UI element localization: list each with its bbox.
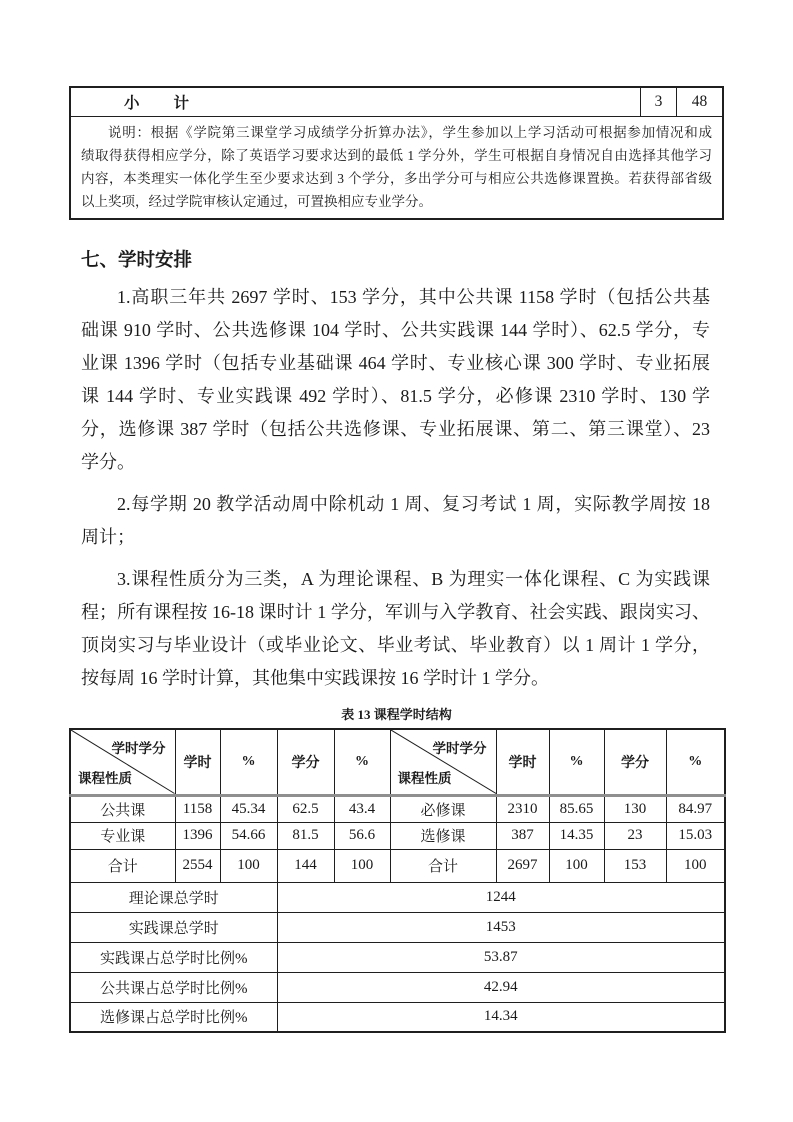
text-line: 内容，本类理实一体化学生至少要求达到 3 个学分，多出学分可与相应公共选修课置换。若获得部省级 (81, 171, 712, 186)
table-row-public-required (70, 795, 725, 822)
summary-value: 42.94 (277, 972, 725, 1002)
summary-label: 实践课总学时 (70, 912, 277, 942)
column-header-hours-left: 学时 (175, 729, 220, 795)
note-text (71, 117, 722, 218)
text-line: 1.高职三年共 2697 学时、153 学分，其中公共课 1158 学时（包括公共基 (117, 287, 710, 307)
text-line: 2.每学期 20 教学活动周中除机动 1 周、复习考试 1 周，实际教学周按 18 (117, 494, 710, 514)
cell-credits: 144 (277, 849, 334, 882)
subtotal-hours-cell: 48 (676, 88, 722, 116)
summary-label: 理论课总学时 (70, 882, 277, 912)
column-header-pct-right: % (549, 729, 604, 795)
summary-value: 14.34 (277, 1002, 725, 1032)
cell-hours-pct: 85.65 (549, 795, 604, 822)
table-row-totals (70, 849, 725, 882)
cell-hours-pct: 45.34 (220, 795, 277, 822)
subtotal-note-table (69, 86, 724, 220)
cell-credits-pct: 15.03 (666, 822, 725, 849)
summary-row-practice-hours (70, 912, 725, 942)
column-header-credits-right: 学分 (604, 729, 666, 795)
cell-credits-pct: 56.6 (334, 822, 390, 849)
cell-hours-pct: 100 (549, 849, 604, 882)
cell-hours-pct: 14.35 (549, 822, 604, 849)
row-label: 必修课 (390, 795, 496, 822)
column-header-pct2-right: % (666, 729, 725, 795)
text-line: 以上奖项，经过学院审核认定通过，可置换相应专业学分。 (81, 194, 432, 209)
cell-hours: 2554 (175, 849, 220, 882)
text-line: 按每周 16 学时计算，其他集中实践课按 16 学时计 1 学分。 (81, 668, 549, 688)
section-heading: 七、学时安排 (81, 251, 193, 271)
cell-hours: 2697 (496, 849, 549, 882)
subtotal-credit-cell: 3 (640, 88, 676, 116)
text-line: 说明：根据《学院第三课堂学习成绩学分折算办法》，学生参加以上学习活动可根据参加情况和成 (108, 125, 712, 140)
text-line: 程；所有课程按 16-18 课时计 1 学分，军训与入学教育、社会实践、跟岗实习、 (81, 602, 710, 622)
cell-credits-pct: 43.4 (334, 795, 390, 822)
text-line: 顶岗实习与毕业设计（或毕业论文、毕业考试、毕业教育）以 1 周计 1 学分， (81, 635, 710, 655)
cell-hours-pct: 54.66 (220, 822, 277, 849)
cell-hours-pct: 100 (220, 849, 277, 882)
summary-row-public-pct (70, 972, 725, 1002)
cell-credits: 153 (604, 849, 666, 882)
text-line: 绩取得获得相应学分，除了英语学习要求达到的最低 1 学分外，学生可根据自身情况自由选择其他学习 (81, 148, 712, 163)
column-header-hours-right: 学时 (496, 729, 549, 795)
column-header-pct-left: % (220, 729, 277, 795)
summary-label: 选修课占总学时比例% (70, 1002, 277, 1032)
cell-credits-pct: 100 (334, 849, 390, 882)
text-line: 3.课程性质分为三类，A 为理论课程、B 为理实一体化课程、C 为实践课 (117, 569, 710, 589)
summary-row-theory-hours (70, 882, 725, 912)
diagonal-header-top-label: 学时学分 (432, 741, 487, 756)
summary-row-practice-pct (70, 942, 725, 972)
paragraph-course-types (81, 563, 710, 695)
diagonal-header-cell-left (70, 729, 175, 795)
cell-credits: 130 (604, 795, 666, 822)
row-label: 专业课 (70, 822, 175, 849)
summary-value: 1453 (277, 912, 725, 942)
document-content (69, 86, 724, 1033)
cell-credits-pct: 84.97 (666, 795, 725, 822)
text-line: 础课 910 学时、公共选修课 104 学时、公共实践课 144 学时）、62.5 学分，专 (81, 320, 710, 340)
cell-hours: 1396 (175, 822, 220, 849)
table-row-professional-elective (70, 822, 725, 849)
table13-caption: 表 13 课程学时结构 (341, 707, 452, 722)
summary-value: 1244 (277, 882, 725, 912)
column-header-pct2-left: % (334, 729, 390, 795)
row-label: 合计 (70, 849, 175, 882)
cell-credits-pct: 100 (666, 849, 725, 882)
text-line: 课 144 学时、专业实践课 492 学时）、81.5 学分，必修课 2310 学时、130 学 (81, 386, 710, 406)
summary-value: 53.87 (277, 942, 725, 972)
course-hours-structure-table (69, 728, 726, 1033)
cell-credits: 62.5 (277, 795, 334, 822)
diagonal-header-top-label: 学时学分 (111, 741, 166, 756)
diagonal-header-cell-right (390, 729, 496, 795)
summary-label: 公共课占总学时比例% (70, 972, 277, 1002)
row-label: 选修课 (390, 822, 496, 849)
summary-row-elective-pct (70, 1002, 725, 1032)
paragraph-teaching-weeks (81, 488, 710, 554)
row-label: 合计 (390, 849, 496, 882)
text-line: 分，选修课 387 学时（包括公共选修课、专业拓展课、第二、第三课堂）、23 (81, 419, 710, 439)
column-header-credits-left: 学分 (277, 729, 334, 795)
subtotal-label: 小 计 (124, 95, 191, 112)
subtotal-row (71, 88, 722, 117)
cell-hours: 387 (496, 822, 549, 849)
text-line: 业课 1396 学时（包括专业基础课 464 学时、专业核心课 300 学时、专业拓展 (81, 353, 710, 373)
text-line: 周计； (81, 527, 135, 547)
cell-hours: 2310 (496, 795, 549, 822)
text-line: 学分。 (81, 452, 135, 472)
diagonal-header-bottom-label: 课程性质 (78, 770, 132, 786)
cell-credits: 81.5 (277, 822, 334, 849)
diagonal-header-bottom-label: 课程性质 (397, 770, 452, 786)
row-label: 公共课 (70, 795, 175, 822)
summary-label: 实践课占总学时比例% (70, 942, 277, 972)
cell-credits: 23 (604, 822, 666, 849)
table13-header-row (70, 729, 725, 795)
cell-hours: 1158 (175, 795, 220, 822)
paragraph-hours-summary (81, 281, 710, 479)
